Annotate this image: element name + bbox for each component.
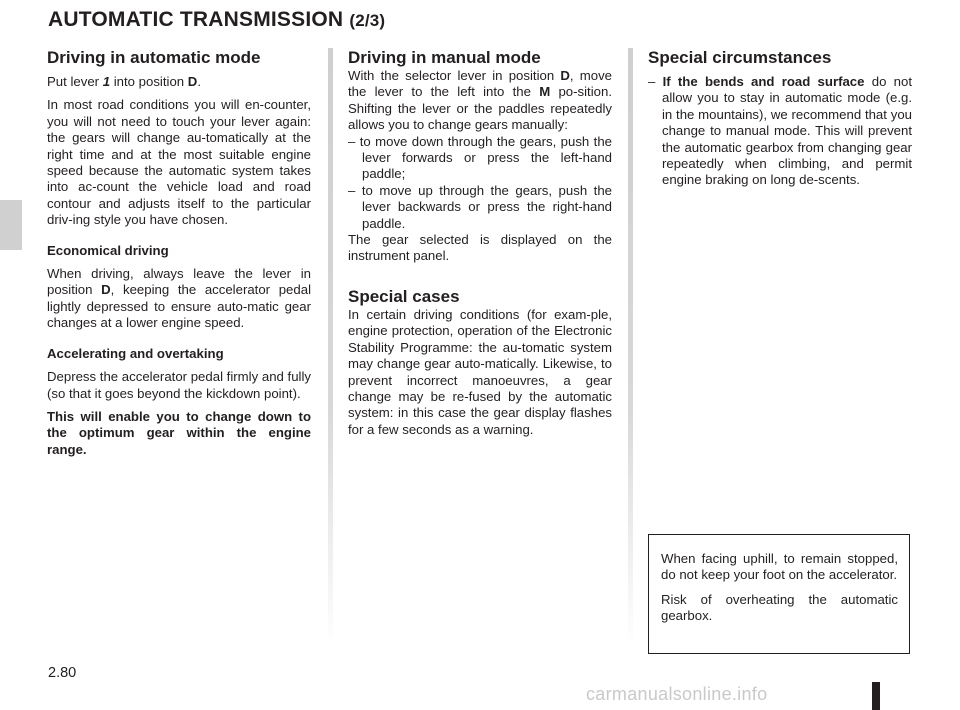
manual-mode-intro [348, 68, 612, 134]
manual-mode-column [348, 48, 612, 438]
page-title [48, 8, 385, 32]
list-item: – to move down through the gears, push the lever forwards or press the left-hand paddle; [348, 133, 612, 182]
economical-driving-paragraph [47, 266, 311, 332]
lever-text-end: . [197, 74, 201, 89]
manual-text-3: po-sition. Shifting the lever or the paddles repeatedly allows you to change gears manually: [348, 84, 612, 133]
economical-driving-subheading: Economical driving [47, 242, 169, 258]
page-title-text: AUTOMATIC TRANSMISSION [48, 8, 344, 31]
dash-marker: – [648, 74, 663, 89]
uphill-warning-text: When facing uphill, to remain stopped, do not keep your foot on the accelerator. [661, 551, 898, 583]
column-divider-right [628, 48, 633, 648]
watermark: carmanualsonline.info [586, 684, 768, 704]
manual-position-d: D [560, 68, 570, 83]
uphill-warning-box [648, 534, 910, 654]
section-tab-marker [0, 200, 22, 250]
kickdown-note: This will enable you to change down to the optimum gear within the engine range. [47, 408, 311, 457]
manual-mode-heading: Driving in manual mode [348, 48, 541, 67]
economical-text: When driving, always leave the lever in position [47, 266, 311, 298]
accelerating-subheading: Accelerating and overtaking [47, 345, 224, 361]
lever-position-paragraph [47, 74, 311, 90]
special-circumstances-column [648, 48, 912, 196]
list-item [648, 74, 912, 189]
position-d: D [187, 74, 198, 89]
page-title-part-indicator: (2/3) [349, 11, 386, 30]
manual-text-2: , move the lever to the left into the [348, 68, 612, 100]
corner-mark [872, 682, 880, 710]
economical-text-2: , keeping the accelerator pedal lightly depressed to ensure auto-matic gear changes at a lower engine speed. [47, 282, 311, 331]
special-cases-heading: Special cases [348, 286, 460, 306]
manual-text: With the selector lever in position [348, 68, 561, 83]
lever-text: Put lever [47, 74, 103, 89]
lever-text-2: into position [110, 74, 188, 89]
special-circumstances-heading: Special circumstances [648, 48, 832, 67]
automatic-mode-heading: Driving in automatic mode [47, 48, 261, 67]
automatic-mode-column [47, 48, 311, 458]
gear-display-paragraph: The gear selected is displayed on the instrument panel. [348, 232, 612, 264]
page-number: 2.80 [48, 665, 77, 681]
accelerating-paragraph: Depress the accelerator pedal firmly and fully (so that it goes beyond the kickdown point). [47, 369, 311, 401]
road-conditions-paragraph: In most road conditions you will en-counter, you will not need to touch your lever again: the gears will change au-tomatically at the right time and at the most suitable engine speed because the automatic system takes into ac-count the vehicle load and road contour and adjusts itself to the particular driv-ing style you have chosen. [47, 97, 311, 228]
position-d-2: D [101, 282, 111, 298]
bends-text: do not allow you to stay in automatic mode (e.g. in the mountains), we recommend that you change to manual mode. This will prevent the automatic gearbox from changing gear repeatedly when climbing, and permit engine braking on long de-scents. [662, 74, 912, 188]
special-cases-paragraph: In certain driving conditions (for exam-ple, engine protection, operation of the Electronic Stability Programme: the au-tomatic system may change gear auto-matically. Likewise, to prevent incorrect manoeuvres, a gear change may be re-fused by the automatic system: in this case the gear display flashes for a few seconds as a warning. [348, 306, 612, 437]
list-item: – to move up through the gears, push the lever backwards or press the right-hand paddle. [348, 182, 612, 231]
manual-position-m: M [539, 84, 551, 100]
column-divider-left [328, 48, 333, 648]
bends-bold-text: If the bends and road surface [662, 74, 865, 89]
lever-number: 1 [102, 74, 111, 89]
overheating-warning-text: Risk of overheating the automatic gearbox. [661, 591, 898, 624]
